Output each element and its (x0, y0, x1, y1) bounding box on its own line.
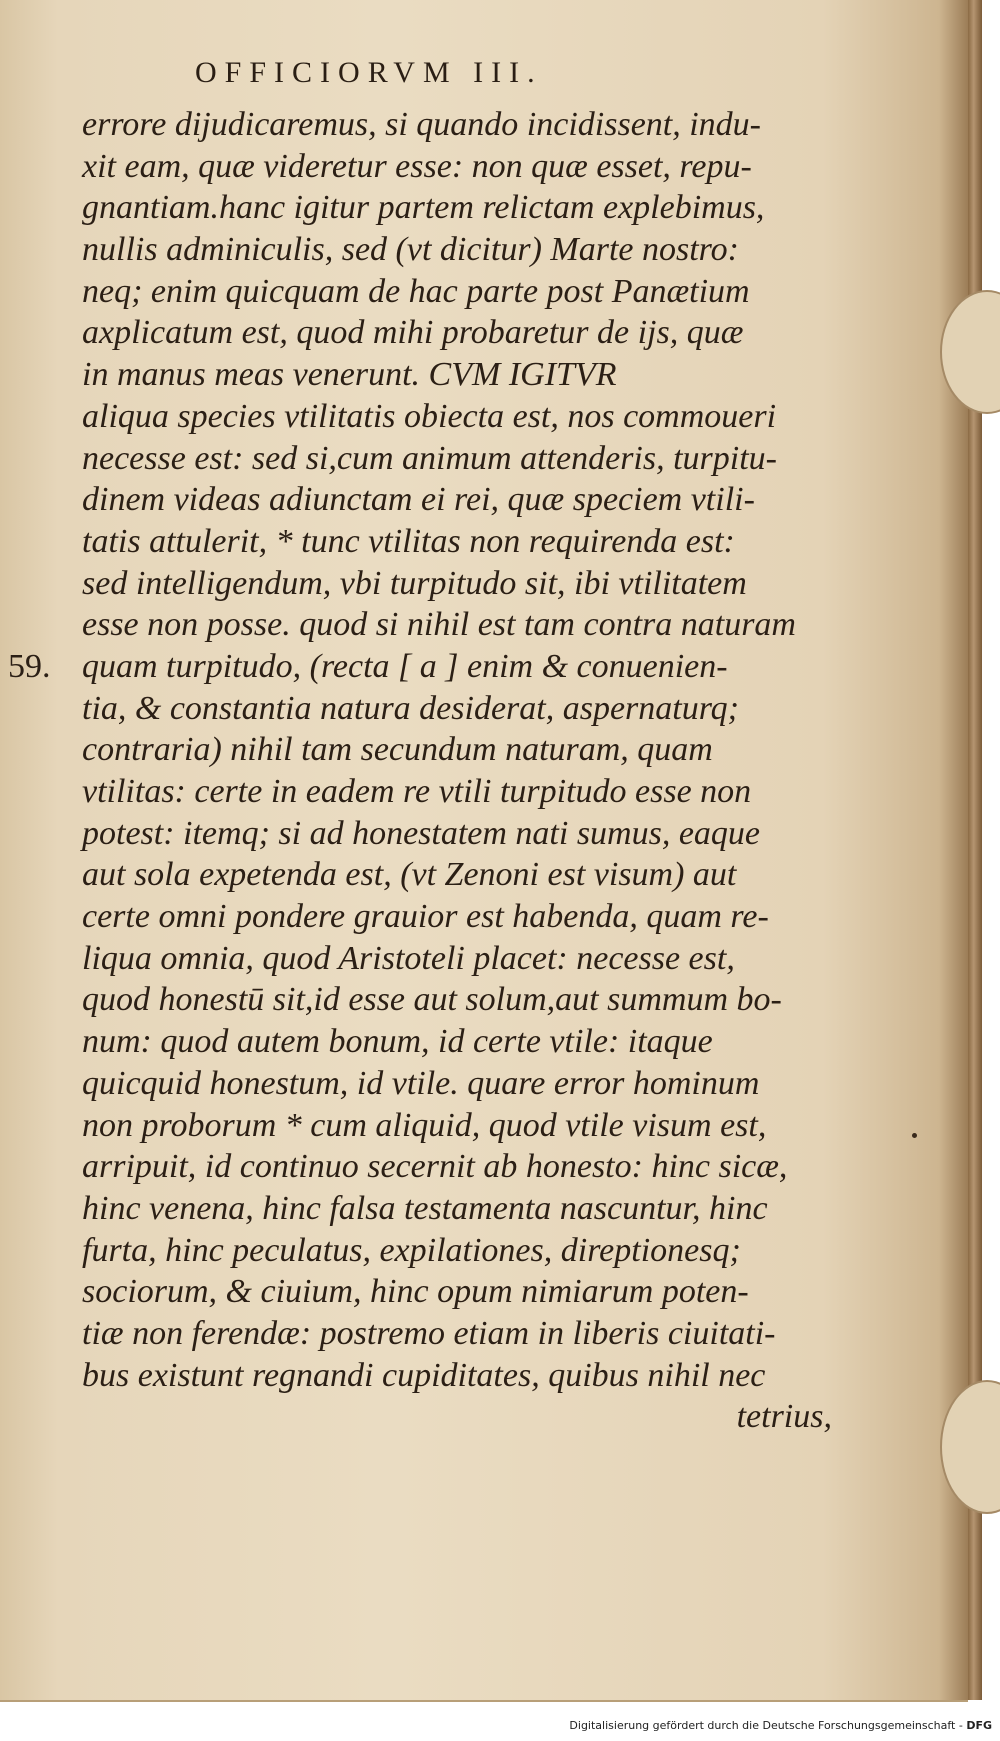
text-line: quod honestū sit,id esse aut solum,aut summum bo- (82, 981, 782, 1019)
text-line: quam turpitudo, (recta [ a ] enim & conuenien- (82, 647, 728, 685)
text-line: arripuit, id continuo secernit ab honesto: hinc sicæ, (82, 1148, 788, 1186)
running-header: OFFICIORVM III. (195, 56, 543, 89)
text-line: sociorum, & ciuium, hinc opum nimiarum poten- (82, 1273, 749, 1311)
text-line: xit eam, quæ videretur esse: non quæ esset, repu- (82, 147, 752, 185)
text-line: liqua omnia, quod Aristoteli placet: necesse est, (82, 939, 735, 977)
text-line: in manus meas venerunt. CVM IGITVR (82, 356, 617, 394)
text-line: esse non posse. quod si nihil est tam contra naturam (82, 606, 796, 644)
catchword: tetrius, (736, 1398, 832, 1436)
text-line: gnantiam.hanc igitur partem relictam explebimus, (82, 189, 765, 227)
text-line: axplicatum est, quod mihi probaretur de ijs, quæ (82, 314, 744, 352)
text-line: aliqua species vtilitatis obiecta est, nos commoueri (82, 397, 777, 435)
text-line: aut sola expetenda est, (vt Zenoni est visum) aut (82, 856, 737, 894)
text-line: tiæ non ferendæ: postremo etiam in liberis ciuitati- (82, 1314, 776, 1352)
text-line: dinem videas adiunctam ei rei, quæ speciem vtili- (82, 481, 755, 519)
text-line: certe omni pondere grauior est habenda, quam re- (82, 898, 769, 936)
footer-text: Digitalisierung gefördert durch die Deutsche Forschungsgemeinschaft - (569, 1719, 963, 1732)
dfg-logo: DFG (966, 1719, 992, 1732)
text-line: hinc venena, hinc falsa testamenta nascuntur, hinc (82, 1189, 768, 1227)
margin-number: 59. (8, 648, 51, 685)
text-line: non proborum * cum aliquid, quod vtile visum est, (82, 1106, 767, 1144)
text-line: potest: itemq; si ad honestatem nati sumus, eaque (82, 814, 761, 852)
text-line: quicquid honestum, id vtile. quare error hominum (82, 1064, 760, 1102)
text-line: neq; enim quicquam de hac parte post Panætium (82, 272, 750, 310)
text-line: num: quod autem bonum, id certe vtile: itaque (82, 1023, 713, 1061)
digitization-footer (569, 1719, 992, 1732)
text-line: sed intelligendum, vbi turpitudo sit, ibi vtilitatem (82, 564, 747, 602)
body-text (82, 104, 832, 1438)
text-line: vtilitas: certe in eadem re vtili turpitudo esse non (82, 773, 752, 810)
ink-spot (912, 1133, 917, 1138)
text-line: tatis attulerit, * tunc vtilitas non requirenda est: (82, 522, 735, 560)
text-line: bus existunt regnandi cupiditates, quibus nihil nec (82, 1356, 766, 1394)
text-line: necesse est: sed si,cum animum attenderis, turpitu- (82, 439, 777, 477)
text-line: tia, & constantia natura desiderat, aspernaturq; (82, 689, 740, 727)
text-line: nullis adminiculis, sed (vt dicitur) Marte nostro: (82, 231, 739, 269)
text-line: errore dijudicaremus, si quando incidissent, indu- (82, 106, 762, 143)
text-line: furta, hinc peculatus, expilationes, direptionesq; (82, 1231, 741, 1269)
text-line: contraria) nihil tam secundum naturam, quam (82, 731, 713, 769)
